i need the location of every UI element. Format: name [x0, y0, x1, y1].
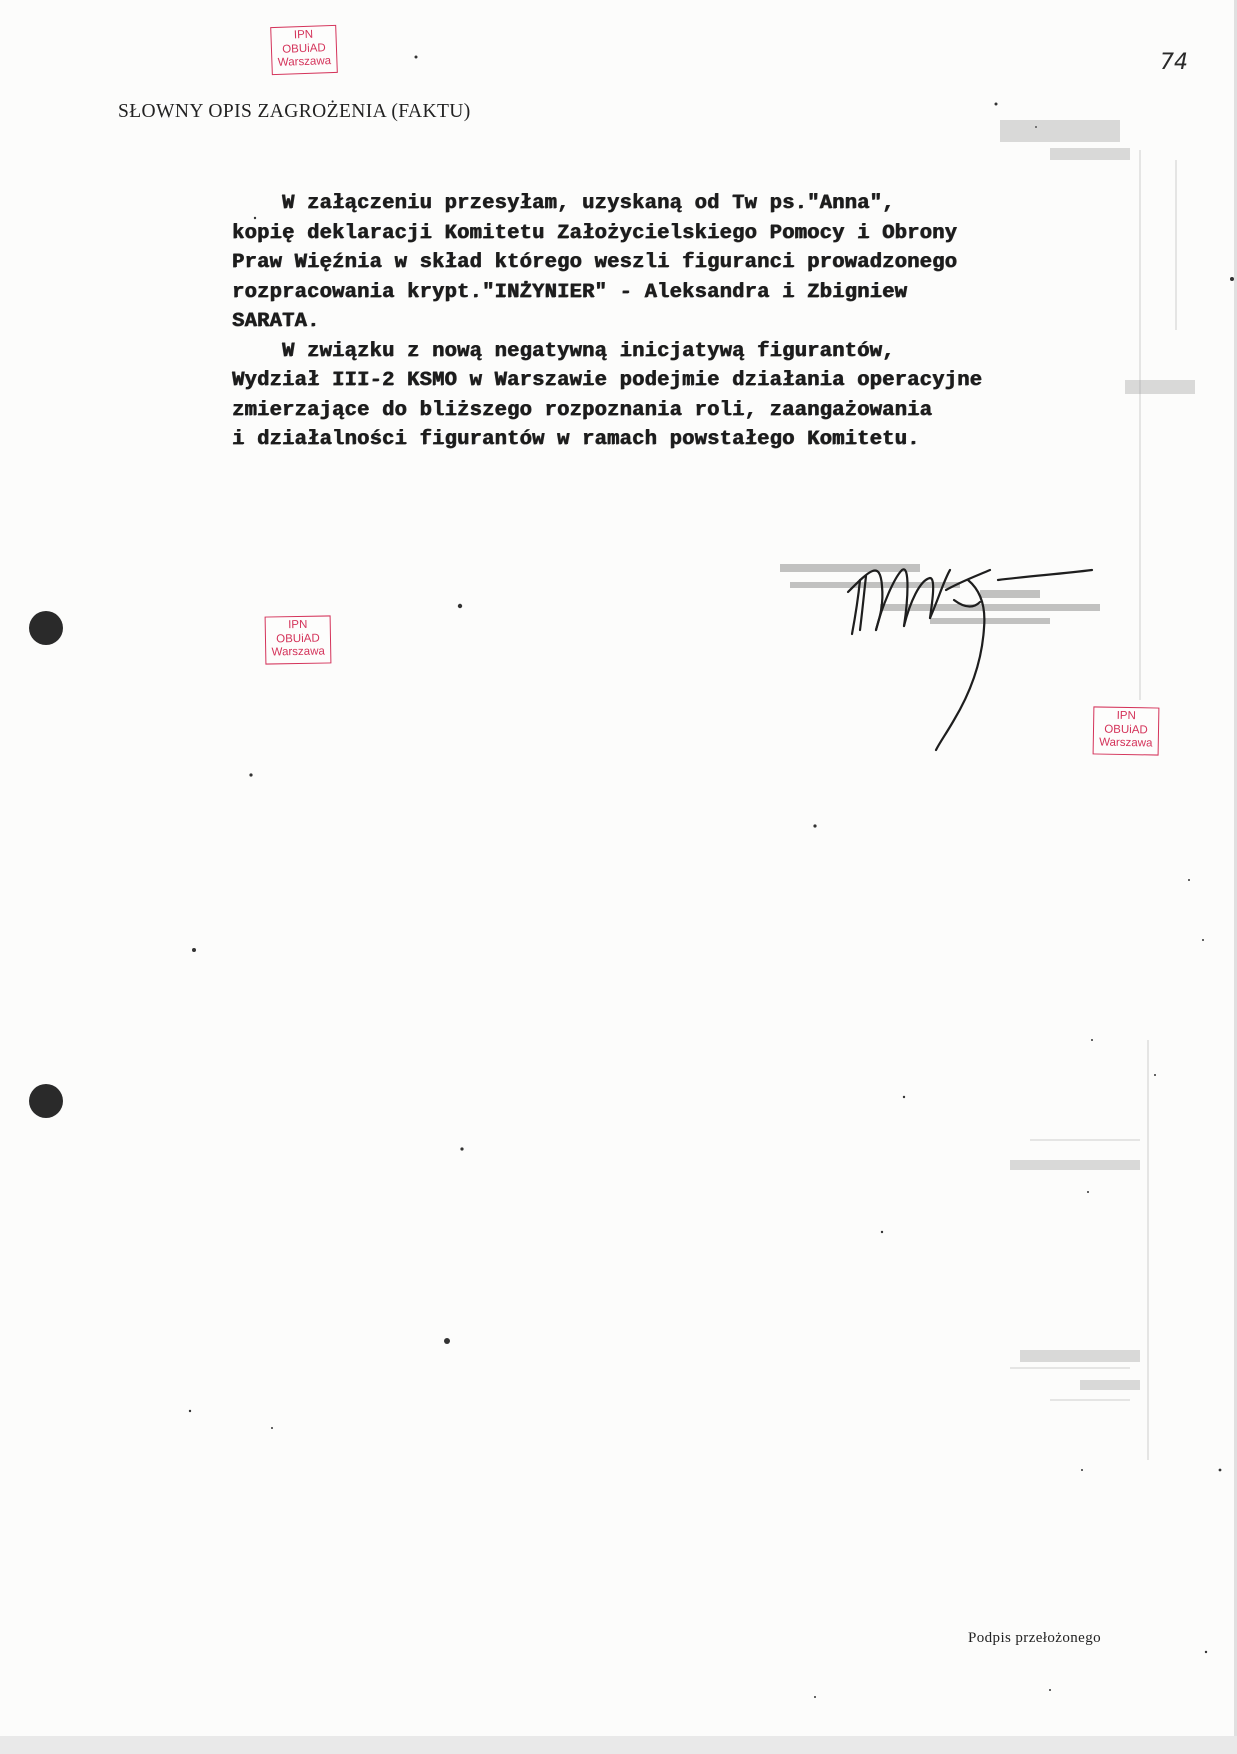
body-line: kopię deklaracji Komitetu Założycielskiego Pomocy i Obrony	[232, 221, 958, 245]
typed-memo-body	[232, 189, 1172, 455]
supervisor-signature-label: Podpis przełożonego	[968, 1630, 1101, 1646]
punch-hole	[29, 611, 63, 645]
handwritten-signature	[740, 530, 1140, 770]
body-line: rozpracowania krypt."INŻYNIER" - Aleksandra i Zbigniew	[232, 280, 908, 304]
ipn-archive-stamp: IPN OBUiAD Warszawa	[270, 25, 338, 75]
body-line: W załączeniu przesyłam, uzyskaną od Tw ps."Anna",	[232, 192, 895, 215]
body-line: Wydział III-2 KSMO w Warszawie podejmie działania operacyjne	[232, 369, 983, 392]
body-line: SARATA.	[232, 310, 320, 333]
body-line: W związku z nową negatywną inicjatywą figurantów,	[232, 339, 895, 363]
ipn-archive-stamp: IPN OBUiAD Warszawa	[265, 615, 332, 664]
page-number: 74	[1160, 50, 1188, 75]
punch-hole	[29, 1084, 63, 1118]
scanner-bed-edge	[0, 1736, 1237, 1754]
body-line: Praw Więźnia w skład którego weszli figuranci prowadzonego	[232, 251, 958, 274]
form-title: SŁOWNY OPIS ZAGROŻENIA (FAKTU)	[118, 101, 471, 122]
ipn-archive-stamp: IPN OBUiAD Warszawa	[1093, 706, 1160, 755]
body-line: i działalności figurantów w ramach powstałego Komitetu.	[232, 428, 920, 451]
body-line: zmierzające do bliższego rozpoznania roli, zaangażowania	[232, 398, 933, 422]
